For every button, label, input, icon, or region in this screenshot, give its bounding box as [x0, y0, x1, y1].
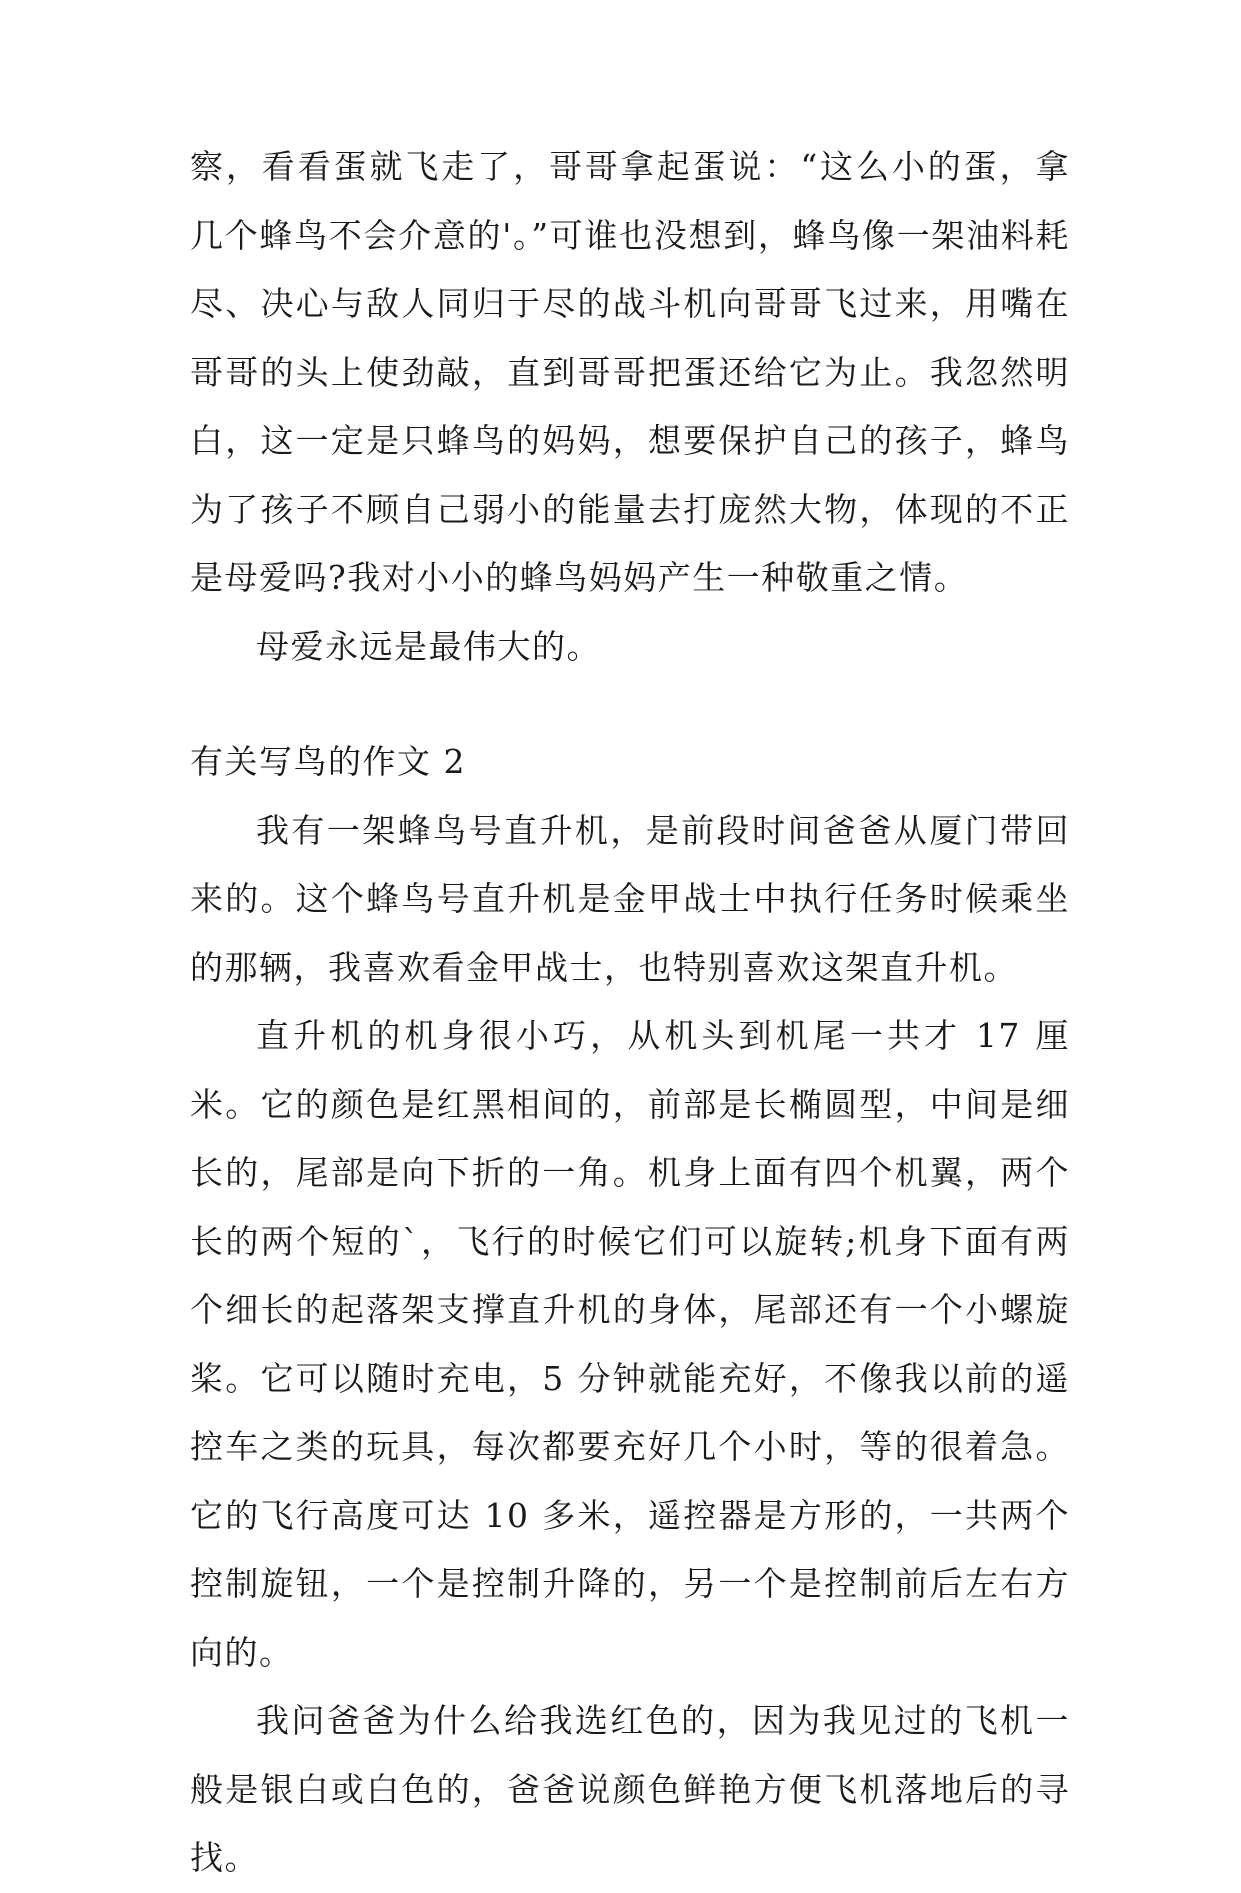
paragraph-hummingbird-mother: 察，看看蛋就飞走了，哥哥拿起蛋说：“这么小的蛋，拿几个蜂鸟不会介意的'。”可谁也没想到，蜂鸟像一架油料耗尽、决心与敌人同归于尽的战斗机向哥哥飞过来，用嘴在哥哥的头上使劲敲，直到哥哥把蛋还给它为止。我忽然明白，这一定是只蜂鸟的妈妈，想要保护自己的孩子，蜂鸟为了孩子不顾自己弱小的能量去打庞然大物，体现的不正是母爱吗?我对小小的蜂鸟妈妈产生一种敬重之情。 [190, 147, 1070, 597]
paragraph-helicopter-intro: 我有一架蜂鸟号直升机，是前段时间爸爸从厦门带回来的。这个蜂鸟号直升机是金甲战士中执行任务时候乘坐的那辆，我喜欢看金甲战士，也特别喜欢这架直升机。 [190, 810, 1070, 987]
paragraph-helicopter-description: 直升机的机身很小巧，从机头到机尾一共才 17 厘米。它的颜色是红黑相间的，前部是长椭圆型，中间是细长的，尾部是向下折的一角。机身上面有四个机翼，两个长的两个短的`，飞行的时候它们可以旋转;机身下面有两个细长的起落架支撑直升机的身体，尾部还有一个小螺旋桨。它可以随时充电，5 分钟就能充好，不像我以前的遥控车之类的玩具，每次都要充好几个小时，等的很着急。它的飞行高度可达 10 多米，遥控器是方形的，一共两个控制旋钮，一个是控制升降的，另一个是控制前后左右方向的。 [190, 1016, 1070, 1672]
paragraph-mother-love: 母爱永远是最伟大的。 [256, 626, 601, 666]
essay-heading: 有关写鸟的作文 2 [190, 742, 466, 781]
document-body [190, 133, 1070, 1893]
paragraph-red-color: 我问爸爸为什么给我选红色的，因为我见过的飞机一般是银白或白色的，爸爸说颜色鲜艳方便飞机落地后的寻找。 [190, 1701, 1070, 1877]
